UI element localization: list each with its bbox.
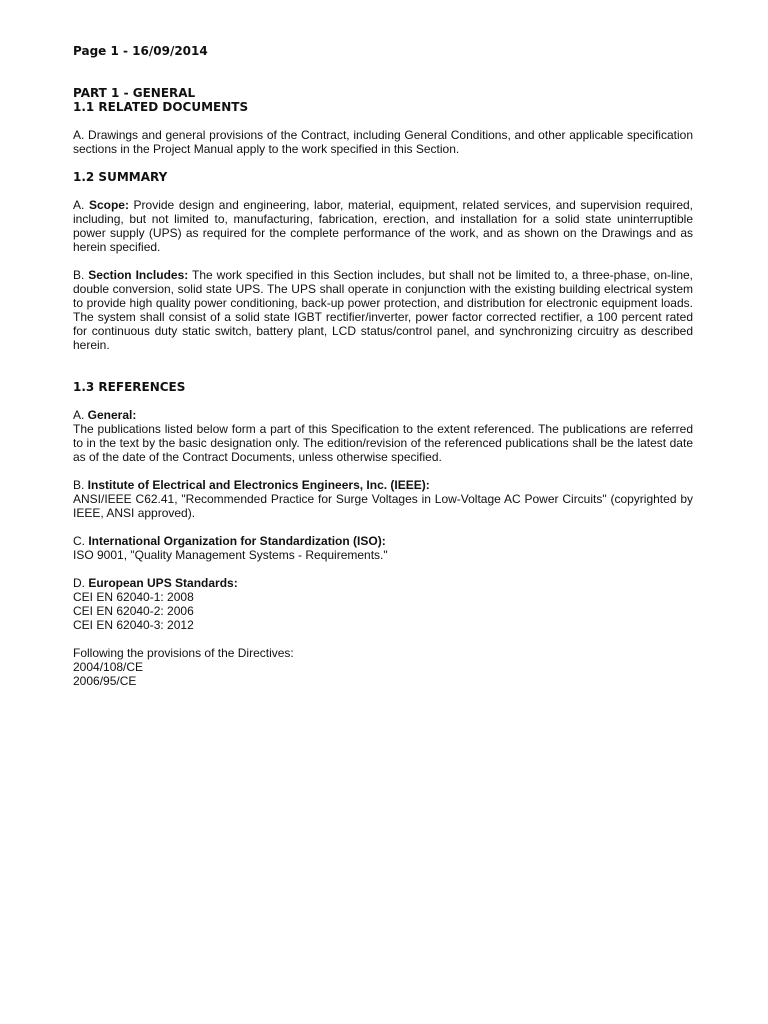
paragraph-lead: General: <box>87 408 137 422</box>
paragraph-prefix: A. <box>73 198 89 212</box>
standard-item: CEI EN 62040-1: 2008 <box>73 590 194 604</box>
paragraph-prefix: C. <box>73 534 89 548</box>
directive-item: 2006/95/CE <box>73 674 137 688</box>
paragraph-body: ANSI/IEEE C62.41, "Recommended Practice for Surge Voltages in Low-Voltage AC Power Circuits" (copyrighted by IEEE, ANSI approved). <box>73 492 693 520</box>
section-1-3-title: 1.3 REFERENCES <box>73 380 186 394</box>
paragraph-body: ISO 9001, "Quality Management Systems - Requirements." <box>73 548 388 562</box>
paragraph-lead: International Organization for Standardization (ISO): <box>88 534 386 548</box>
paragraph-prefix: B. <box>73 478 88 492</box>
paragraph-prefix: D. <box>73 576 89 590</box>
reference-c <box>73 534 693 562</box>
standard-item: CEI EN 62040-2: 2006 <box>73 604 194 618</box>
section-1-2-paragraph-b <box>73 268 693 352</box>
section-1-2-title: 1.2 SUMMARY <box>73 170 168 184</box>
directives-intro: Following the provisions of the Directives: <box>73 646 294 660</box>
directives-block <box>73 646 693 688</box>
paragraph-lead: European UPS Standards: <box>88 576 238 590</box>
paragraph-body: Provide design and engineering, labor, material, equipment, related services, and supervision required, including, but not limited to, manufacturing, fabrication, erection, and installation for a solid state uninterruptible power supply (UPS) as required for the complete performance of the work, and as shown on the Drawings and as herein specified. <box>73 198 693 254</box>
paragraph-body: The publications listed below form a part of this Specification to the extent referenced. The publications are referred to in the text by the basic designation only. The edition/revision of the referenced publications shall be the latest date as of the date of the Contract Documents, unless otherwise specified. <box>73 422 693 464</box>
section-1-1-title: 1.1 RELATED DOCUMENTS <box>73 100 249 114</box>
paragraph-prefix: A. <box>73 408 88 422</box>
standard-item: CEI EN 62040-3: 2012 <box>73 618 194 632</box>
section-1-1-paragraph-a: A. Drawings and general provisions of the Contract, including General Conditions, and other applicable specification sections in the Project Manual apply to the work specified in this Section. <box>73 128 693 156</box>
paragraph-prefix: B. <box>73 268 89 282</box>
paragraph-lead: Institute of Electrical and Electronics Engineers, Inc. (IEEE): <box>87 478 430 492</box>
reference-d <box>73 576 693 632</box>
section-1-2-paragraph-a <box>73 198 693 254</box>
document-page <box>73 44 693 688</box>
part-title: PART 1 - GENERAL <box>73 86 196 100</box>
page-header: Page 1 - 16/09/2014 <box>73 44 208 58</box>
paragraph-lead: Section Includes: <box>88 268 189 282</box>
paragraph-lead: Scope: <box>88 198 129 212</box>
directive-item: 2004/108/CE <box>73 660 144 674</box>
paragraph-body: The work specified in this Section includes, but shall not be limited to, a three-phase, on-line, double conversion, solid state UPS. The UPS shall operate in conjunction with the existing building electrical system to provide high quality power conditioning, back-up power protection, and distribution for electronic equipment loads. The system shall consist of a solid state IGBT rectifier/inverter, power factor corrected rectifier, a 100 percent rated for continuous duty static switch, battery plant, LCD status/control panel, and synchronizing circuitry as described herein. <box>73 268 693 352</box>
reference-b <box>73 478 693 520</box>
reference-a <box>73 408 693 464</box>
